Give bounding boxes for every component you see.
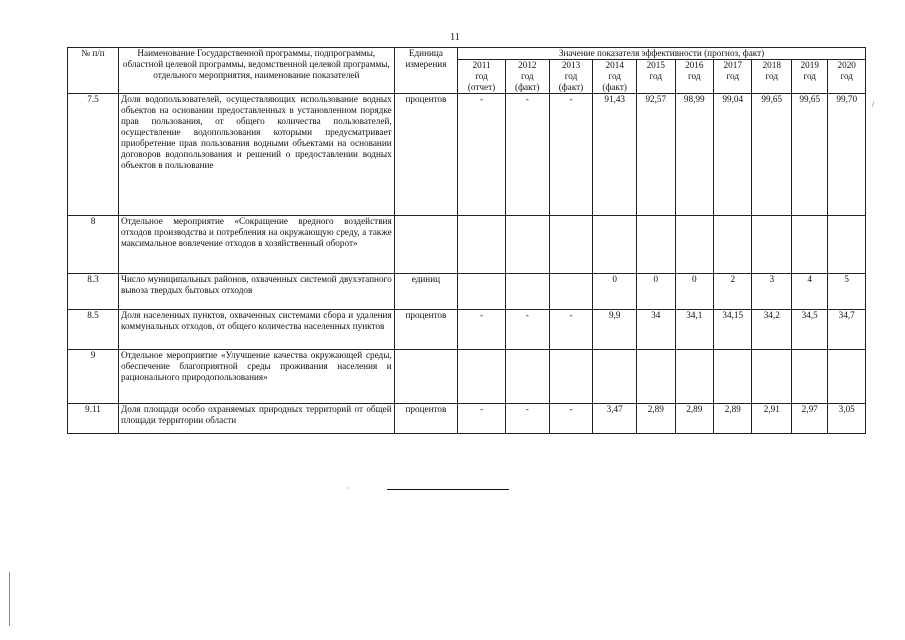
row-num: 9.11	[68, 404, 119, 434]
row-value-2018: 3	[752, 274, 792, 310]
row-value-2014	[593, 216, 637, 274]
row-value-2019: 99,65	[792, 94, 828, 216]
header-year-line: год	[726, 71, 740, 81]
header-year-line: 2017	[723, 60, 742, 70]
header-year-line	[678, 82, 711, 93]
header-year-line	[830, 82, 863, 93]
page-number: 11	[450, 32, 460, 43]
table-row	[68, 94, 866, 216]
row-name: Доля водопользователей, осуществляющих использование водных объектов на основании предоставленных в установленном порядке прав пользования, от общего количества пользователей, осуществление водопользования которыми предусматривает приобретение прав пользования водными объектами на основании договоров водопользования и решений о предоставлении водных объектов в пользование	[118, 94, 394, 216]
row-value-2013: -	[549, 404, 593, 434]
row-value-2015: 92,57	[637, 94, 675, 216]
row-value-2013: -	[549, 94, 593, 216]
header-year-2019	[792, 60, 828, 94]
row-name: Доля населенных пунктов, охваченных системами сбора и удаления коммунальных отходов, от общего количества населенных пунктов	[118, 310, 394, 350]
scan-edge-line	[9, 572, 10, 626]
header-year-2013	[549, 60, 593, 94]
header-year-line	[639, 82, 672, 93]
row-value-2011	[458, 350, 506, 404]
row-value-2012	[505, 350, 549, 404]
header-year-line	[716, 82, 749, 93]
row-value-2017	[714, 350, 752, 404]
header-year-line	[754, 82, 789, 93]
header-year-line: год	[521, 71, 534, 81]
row-value-2015: 34	[637, 310, 675, 350]
row-value-2016: 0	[675, 274, 713, 310]
header-year-line: 2011	[472, 60, 491, 70]
row-value-2015: 2,89	[637, 404, 675, 434]
table-body	[68, 94, 866, 434]
header-year-line: 2018	[762, 60, 781, 70]
row-value-2017: 99,04	[714, 94, 752, 216]
header-year-line: 2020	[837, 60, 856, 70]
header-year-2020	[828, 60, 866, 94]
header-year-line: год	[840, 71, 853, 81]
header-year-2016	[675, 60, 713, 94]
row-value-2019: 4	[792, 274, 828, 310]
header-year-2014	[593, 60, 637, 94]
row-value-2015: 0	[637, 274, 675, 310]
row-value-2011: -	[458, 310, 506, 350]
header-row-1	[68, 48, 866, 60]
header-year-line: (факт)	[602, 82, 627, 92]
row-value-2019: 34,5	[792, 310, 828, 350]
header-year-line: год	[475, 71, 488, 81]
row-value-2018: 99,65	[752, 94, 792, 216]
row-value-2020: 5	[828, 274, 866, 310]
row-value-2011: -	[458, 94, 506, 216]
row-value-2017: 2	[714, 274, 752, 310]
header-year-line	[794, 82, 825, 93]
row-num: 8.5	[68, 310, 119, 350]
row-value-2012	[505, 274, 549, 310]
header-year-line: 2016	[685, 60, 704, 70]
row-value-2019	[792, 216, 828, 274]
row-num: 8	[68, 216, 119, 274]
header-year-line: год	[564, 71, 578, 81]
row-unit	[394, 216, 457, 274]
row-value-2013	[549, 274, 593, 310]
row-unit: процентов	[394, 404, 457, 434]
row-value-2014: 91,43	[593, 94, 637, 216]
row-value-2018	[752, 216, 792, 274]
header-unit: Единица измерения	[394, 48, 457, 94]
header-year-2017	[714, 60, 752, 94]
row-value-2016: 34,1	[675, 310, 713, 350]
row-value-2014: 3,47	[593, 404, 637, 434]
row-name: Отдельное мероприятие «Сокращение вредного воздействия отходов производства и потребления на окружающую среду, а также максимальное вовлечение отходов в хозяйственный оборот»	[118, 216, 394, 274]
footer-rule	[387, 489, 509, 490]
row-value-2020: 3,05	[828, 404, 866, 434]
row-value-2013	[549, 350, 593, 404]
row-value-2014	[593, 350, 637, 404]
row-value-2012	[505, 216, 549, 274]
row-value-2016	[675, 350, 713, 404]
row-num: 9	[68, 350, 119, 404]
row-value-2019: 2,97	[792, 404, 828, 434]
row-value-2017: 34,15	[714, 310, 752, 350]
row-value-2012: -	[505, 310, 549, 350]
scan-speck: ·	[346, 484, 349, 493]
row-value-2012: -	[505, 404, 549, 434]
header-year-line: 2014	[605, 60, 624, 70]
header-year-line: год	[687, 71, 701, 81]
header-year-line: (отчет)	[467, 82, 496, 92]
row-value-2015	[637, 350, 675, 404]
row-value-2016	[675, 216, 713, 274]
row-num: 8.3	[68, 274, 119, 310]
table-row	[68, 274, 866, 310]
row-value-2011	[458, 216, 506, 274]
row-value-2016: 98,99	[675, 94, 713, 216]
header-year-2018	[752, 60, 792, 94]
row-unit: процентов	[394, 310, 457, 350]
row-unit	[394, 350, 457, 404]
header-year-2015	[637, 60, 675, 94]
row-value-2019	[792, 350, 828, 404]
row-unit: процентов	[394, 94, 457, 216]
row-value-2015	[637, 216, 675, 274]
row-unit: единиц	[394, 274, 457, 310]
row-value-2011: -	[458, 404, 506, 434]
row-value-2020	[828, 216, 866, 274]
row-value-2017: 2,89	[714, 404, 752, 434]
scan-speck: /	[872, 100, 875, 109]
header-year-line: год	[608, 71, 621, 81]
header-name: Наименование Государственной программы, подпрограммы, областной целевой программы, ведомственной целевой программы, отдельного мероприятия, наименование показателей	[118, 48, 394, 94]
row-value-2014: 0	[593, 274, 637, 310]
header-year-line: год	[649, 71, 663, 81]
row-value-2018	[752, 350, 792, 404]
row-name: Отдельное мероприятие «Улучшение качества окружающей среды, обеспечение благоприятной среды проживания населения и рационального природопользования»	[118, 350, 394, 404]
header-year-line: 2015	[646, 60, 665, 70]
row-value-2013	[549, 216, 593, 274]
row-value-2012: -	[505, 94, 549, 216]
row-value-2020: 99,70	[828, 94, 866, 216]
row-value-2020	[828, 350, 866, 404]
row-value-2011	[458, 274, 506, 310]
header-year-line: год	[765, 71, 779, 81]
header-year-2011	[458, 60, 506, 94]
header-year-line: год	[803, 71, 816, 81]
table-row	[68, 404, 866, 434]
row-value-2013: -	[549, 310, 593, 350]
header-year-line: (факт)	[558, 82, 584, 92]
row-value-2018: 2,91	[752, 404, 792, 434]
header-year-line: 2012	[518, 60, 537, 70]
row-value-2018: 34,2	[752, 310, 792, 350]
row-value-2014: 9,9	[593, 310, 637, 350]
table-row	[68, 310, 866, 350]
row-name: Доля площади особо охраняемых природных территорий от общей площади территории области	[118, 404, 394, 434]
header-year-line: 2013	[561, 60, 581, 70]
row-value-2016: 2,89	[675, 404, 713, 434]
row-value-2017	[714, 216, 752, 274]
table-row	[68, 216, 866, 274]
header-num: № п/п	[68, 48, 119, 94]
header-year-2012	[505, 60, 549, 94]
row-value-2020: 34,7	[828, 310, 866, 350]
header-values: Значение показателя эффективности (прогноз, факт)	[458, 48, 866, 60]
header-year-line: (факт)	[515, 82, 540, 92]
table-row	[68, 350, 866, 404]
header-year-line: 2019	[800, 60, 819, 70]
indicators-table	[67, 47, 866, 434]
row-num: 7.5	[68, 94, 119, 216]
row-name: Число муниципальных районов, охваченных системой двухэтапного вывоза твердых бытовых отходов	[118, 274, 394, 310]
